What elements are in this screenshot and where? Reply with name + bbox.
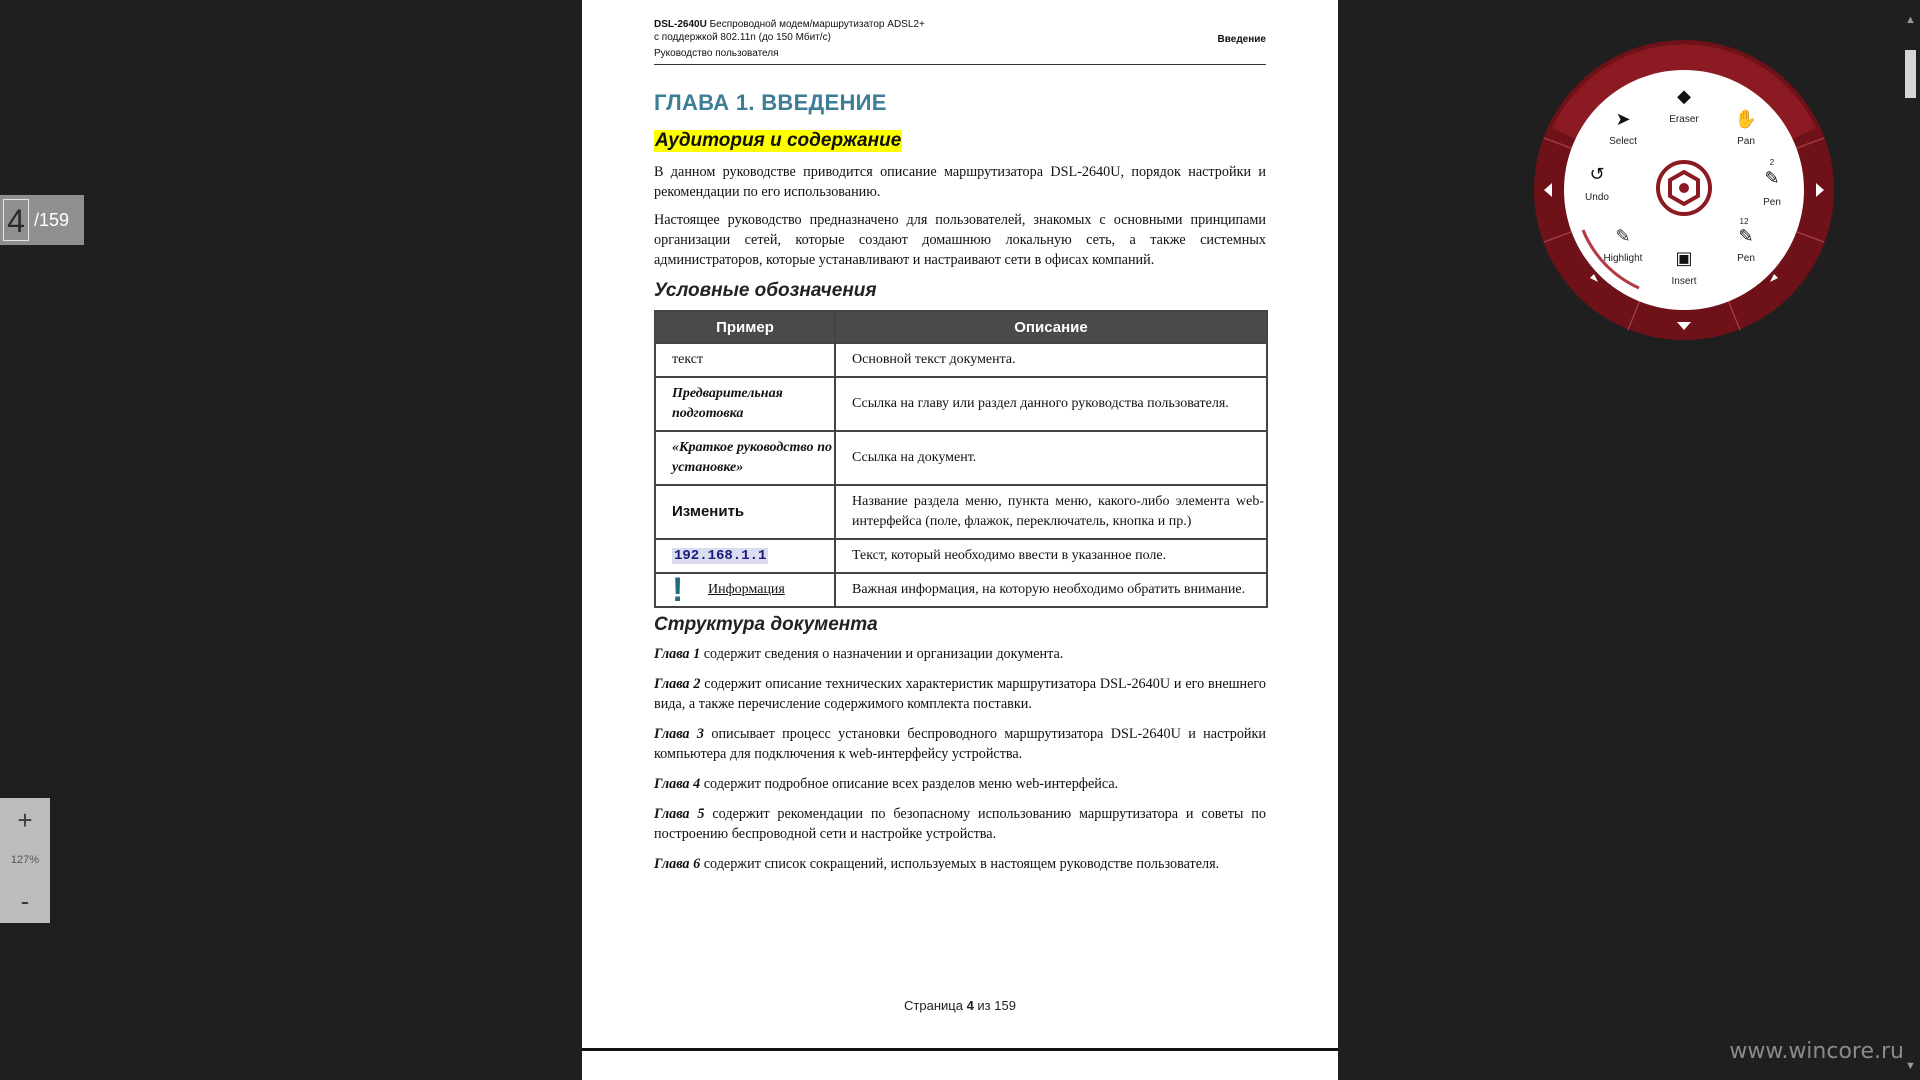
- exclamation-icon: !: [672, 571, 684, 609]
- footer-suffix: из 159: [973, 998, 1016, 1013]
- vertical-scrollbar[interactable]: [1902, 0, 1920, 1080]
- page-header: [654, 18, 1266, 65]
- footer-prefix: Страница: [904, 998, 967, 1013]
- chapter-summary: [654, 644, 1266, 664]
- header-line2: с поддержкой 802.11n (до 150 Мбит/с): [654, 32, 831, 43]
- scroll-thumb[interactable]: [1905, 50, 1916, 98]
- column-header-example: Пример: [655, 311, 835, 343]
- pen-icon[interactable]: ✎: [1738, 226, 1754, 246]
- highlighter-icon[interactable]: ✎: [1615, 226, 1631, 246]
- table-row: [655, 485, 1267, 539]
- table-row: [655, 377, 1267, 431]
- chapter-label: Глава 6: [654, 856, 701, 872]
- example-bold-text: Изменить: [672, 502, 745, 520]
- pan-label[interactable]: Pan: [1737, 136, 1755, 147]
- chapter-label: Глава 4: [654, 776, 701, 792]
- insert-label[interactable]: Insert: [1671, 276, 1697, 287]
- page-content: [654, 18, 1266, 874]
- description-cell: Важная информация, на которую необходимо обратить внимание.: [835, 573, 1267, 607]
- example-cell: Предварительная подготовка: [655, 377, 835, 431]
- pen-label[interactable]: Pen: [1737, 253, 1755, 264]
- chapter-label: Глава 2: [654, 676, 701, 692]
- undo-label[interactable]: Undo: [1585, 192, 1609, 203]
- select-label[interactable]: Select: [1609, 136, 1637, 147]
- example-cell: [655, 573, 835, 607]
- current-page-input[interactable]: 4: [3, 199, 29, 241]
- eraser-label[interactable]: Eraser: [1669, 114, 1699, 125]
- structure-heading: Структура документа: [654, 614, 878, 635]
- pen-size-badge: 2: [1769, 158, 1775, 167]
- chapter-title: ГЛАВА 1. ВВЕДЕНИЕ: [654, 90, 887, 115]
- zoom-in-button[interactable]: +: [17, 805, 33, 835]
- next-page: [582, 1051, 1338, 1080]
- chapter-label: Глава 5: [654, 806, 705, 822]
- chapter-text: содержит рекомендации по безопасному использованию маршрутизатора и советы по построению беспроводной сети и настройке устройства.: [654, 806, 1266, 842]
- chapter-text: описывает процесс установки беспроводного маршрутизатора DSL-2640U и настройки компьютера для подключения к web-интерфейсу устройства.: [654, 726, 1267, 762]
- table-row: [655, 573, 1267, 607]
- zoom-out-button[interactable]: -: [20, 886, 30, 916]
- undo-icon[interactable]: ↺: [1589, 164, 1605, 184]
- chapter-label: Глава 1: [654, 646, 701, 662]
- example-cell: «Краткое руководство по установке»: [655, 431, 835, 485]
- radial-tool-menu: [1534, 40, 1834, 340]
- header-line3: Руководство пользователя: [654, 48, 779, 59]
- audience-paragraph-1: В данном руководстве приводится описание маршрутизатора DSL-2640U, порядок настройки и рекомендации по его использованию.: [654, 164, 1266, 200]
- zoom-level: 127%: [10, 854, 40, 866]
- table-row: [655, 539, 1267, 573]
- radial-ring: [1534, 40, 1834, 340]
- footer-page: 4: [966, 998, 974, 1013]
- table-row: [655, 343, 1267, 377]
- insert-icon[interactable]: ▣: [1675, 248, 1693, 268]
- eraser-icon[interactable]: ◆: [1677, 86, 1691, 106]
- scroll-down-arrow-icon[interactable]: ▼: [1905, 1060, 1916, 1072]
- total-pages: /159: [34, 209, 70, 230]
- pen-icon[interactable]: ✎: [1764, 168, 1780, 188]
- audience-heading: Аудитория и содержание: [655, 130, 902, 151]
- chapter-summary: [654, 674, 1266, 714]
- audience-paragraph-2: Настоящее руководство предназначено для пользователей, знакомых с основными принципами организации сетей, которые создают домашнюю локальную сеть, а также системных администраторов, которые устанавливают и настраивают сети в офисах компаний.: [654, 212, 1266, 268]
- pan-hand-icon[interactable]: ✋: [1734, 109, 1758, 129]
- highlight-label[interactable]: Highlight: [1603, 253, 1643, 264]
- chapter-text: содержит список сокращений, используемых в настоящем руководстве пользователя.: [700, 856, 1220, 872]
- chapter-summary: [654, 804, 1266, 844]
- description-cell: Текст, который необходимо ввести в указанное поле.: [835, 539, 1267, 573]
- scroll-up-arrow-icon[interactable]: ▲: [1905, 14, 1916, 26]
- page-footer: [582, 998, 1338, 1013]
- description-cell: Ссылка на главу или раздел данного руководства пользователя.: [835, 377, 1267, 431]
- info-link[interactable]: Информация: [708, 582, 785, 597]
- chapter-summary: [654, 854, 1266, 874]
- zoom-control: [0, 798, 50, 923]
- chapter-summary: [654, 724, 1266, 764]
- watermark: www.wincore.ru: [1729, 1039, 1904, 1064]
- description-cell: Название раздела меню, пункта меню, какого-либо элемента web-интерфейса (поле, флажок, переключатель, кнопка и пр.): [835, 485, 1267, 539]
- example-cell: текст: [655, 343, 835, 377]
- conventions-heading: Условные обозначения: [654, 280, 877, 301]
- pen-label[interactable]: Pen: [1763, 197, 1781, 208]
- chapter-text: содержит подробное описание всех разделов меню web-интерфейса.: [700, 776, 1119, 792]
- column-header-description: Описание: [835, 311, 1267, 343]
- chapter-text: содержит описание технических характеристик маршрутизатора DSL-2640U и его внешнего вида, а также перечисление содержимого комплекта поставки.: [654, 676, 1266, 712]
- example-mono-text: 192.168.1.1: [674, 548, 767, 564]
- example-cell: [655, 485, 835, 539]
- header-line1: Беспроводной модем/маршрутизатор ADSL2+: [706, 19, 925, 30]
- description-cell: Ссылка на документ.: [835, 431, 1267, 485]
- description-cell: Основной текст документа.: [835, 343, 1267, 377]
- conventions-table: [654, 310, 1268, 608]
- table-row: [655, 431, 1267, 485]
- page-navigator: [0, 195, 84, 245]
- example-cell: [655, 539, 835, 573]
- chapter-summary: [654, 774, 1266, 794]
- document-page[interactable]: [582, 0, 1338, 1048]
- table-header-row: [655, 311, 1267, 343]
- header-model: DSL-2640U: [654, 19, 707, 30]
- select-cursor-icon[interactable]: ➤: [1615, 109, 1631, 129]
- chapter-text: содержит сведения о назначении и организации документа.: [700, 646, 1064, 662]
- chapter-label: Глава 3: [654, 726, 704, 742]
- header-section: Введение: [1217, 34, 1266, 45]
- pen-size-badge: 12: [1739, 217, 1749, 226]
